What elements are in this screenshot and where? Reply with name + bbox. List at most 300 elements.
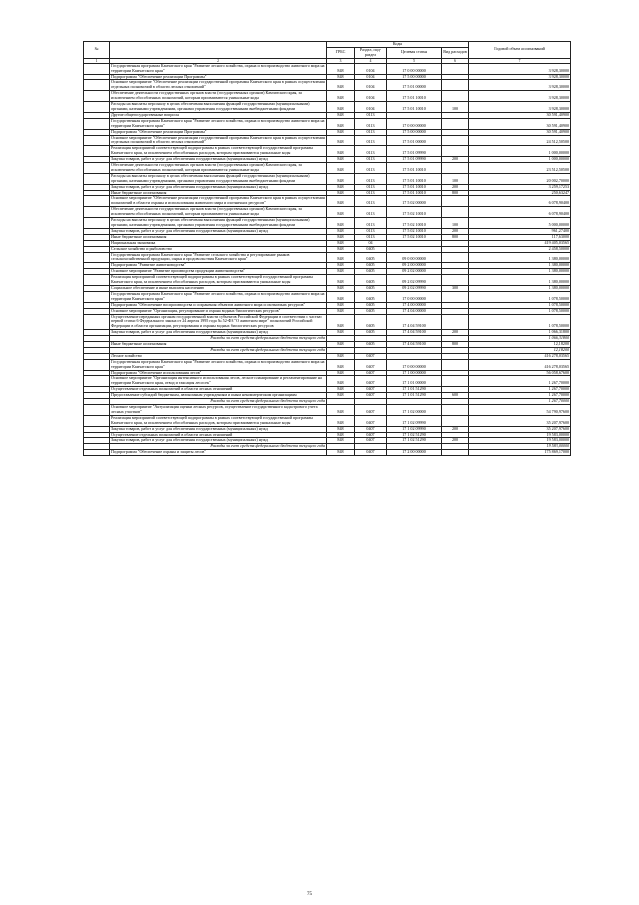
amount-cell: 1 066,31800 bbox=[469, 330, 571, 336]
name-cell: Закупка товаров, работ и услуг для обеспечения государственных (муниципальных) нужд bbox=[110, 438, 327, 444]
section-cell: 0405 bbox=[355, 269, 387, 275]
section-cell: 0407 bbox=[355, 450, 387, 456]
table-row bbox=[84, 63, 571, 74]
target-cell: 17 1 00 00000 bbox=[387, 370, 442, 376]
section-cell: 0407 bbox=[355, 387, 387, 393]
name-cell: Осуществление переданных органам государственной власти субъектов Российской Федерации в соответствии с частью первой статьи 6 Федерального закона от 24 апреля 1995 года № 52-ФЗ "О животном мире" полномочий Российской Федерации в области организации, регулирования и охраны водных биологических ресурсов bbox=[110, 314, 327, 330]
section-cell: 0113 bbox=[355, 184, 387, 190]
grbs-cell: 848 bbox=[327, 80, 355, 91]
amount-cell: 23 512,50500 bbox=[469, 163, 571, 174]
page-number: 75 bbox=[307, 892, 312, 897]
amount-cell: 1 078,50000 bbox=[469, 291, 571, 302]
amount-cell: 12,18200 bbox=[469, 347, 571, 353]
grbs-cell: 848 bbox=[327, 393, 355, 399]
amount-cell: 30 591,40900 bbox=[469, 129, 571, 135]
target-cell: 17 5 02 10010 bbox=[387, 234, 442, 240]
table-row bbox=[84, 146, 571, 157]
target-cell: 17 0 00 00000 bbox=[387, 118, 442, 129]
section-cell: 0104 bbox=[355, 63, 387, 74]
grbs-cell: 848 bbox=[327, 342, 355, 348]
header-amount: Годовой объем ассигнований bbox=[469, 42, 571, 59]
exptype-cell: 200 bbox=[442, 184, 469, 190]
grbs-cell: 848 bbox=[327, 112, 355, 118]
grbs-cell: 848 bbox=[327, 190, 355, 196]
grbs-cell: 848 bbox=[327, 285, 355, 291]
target-cell: 17 1 02 00000 bbox=[387, 405, 442, 416]
header-codes: Коды bbox=[327, 42, 469, 48]
num-cell bbox=[84, 291, 110, 302]
grbs-cell: 848 bbox=[327, 353, 355, 359]
grbs-cell: 848 bbox=[327, 308, 355, 314]
grbs-cell: 848 bbox=[327, 91, 355, 102]
section-cell: 0113 bbox=[355, 157, 387, 163]
target-cell: 09 0 00 00000 bbox=[387, 252, 442, 263]
target-cell: 17 4 04 00000 bbox=[387, 308, 442, 314]
num-cell bbox=[84, 173, 110, 184]
name-cell: Основное мероприятие "Организация, регулирование и охрана водных биологических ресурсов" bbox=[110, 308, 327, 314]
amount-cell: 419 405,03565 bbox=[469, 240, 571, 246]
exptype-cell bbox=[442, 135, 469, 146]
exptype-cell: 800 bbox=[442, 190, 469, 196]
grbs-cell: 848 bbox=[327, 252, 355, 263]
amount-cell: 1 380,00000 bbox=[469, 269, 571, 275]
target-cell: 17 5 01 10010 bbox=[387, 163, 442, 174]
name-cell: Основное мероприятие "Обеспечение реализации государственной программы Камчатского края в рамках осуществления отдельных полномочий в области лесных отношений" bbox=[111, 135, 325, 145]
section-cell: 0405 bbox=[355, 252, 387, 263]
name-cell: Основное мероприятие "Обеспечение реализации государственной программы Камчатского края в рамках осуществления отдельных полномочий в области лесных отношений" bbox=[111, 79, 325, 90]
section-cell: 0405 bbox=[355, 314, 387, 330]
name-cell: Закупка товаров, работ и услуг для обеспечения государственных (муниципальных) нужд bbox=[110, 184, 327, 190]
target-cell: 17 5 00 00000 bbox=[387, 129, 442, 135]
section-cell: 0407 bbox=[355, 438, 387, 444]
target-cell: 17 4 04 59100 bbox=[387, 314, 442, 330]
name-cell: Закупка товаров, работ и услуг для обеспечения государственных (муниципальных) нужд bbox=[110, 228, 327, 234]
name-cell: Реализация мероприятий соответствующей подпрограммы в рамках соответствующей государственной программы Камчатского края, за исключением обособленных расходов, которым присваиваются уникальные коды bbox=[110, 415, 327, 426]
num-cell bbox=[84, 218, 110, 229]
header-grbs: ГРБС bbox=[327, 47, 355, 58]
name-cell: Обеспечение деятельности государственных органов власти (государственных органов) Камчатского края, за исключением обособленных полномочий, которым присваиваются уникальные коды bbox=[110, 163, 327, 174]
num-cell bbox=[84, 275, 110, 286]
amount-cell: 117,63000 bbox=[469, 234, 571, 240]
name-cell: Подпрограмма "Обеспечение реализации Программы" bbox=[110, 129, 327, 135]
amount-cell: 1 078,50000 bbox=[469, 308, 571, 314]
name-cell: Расходы за счет средств федерального бюджета текущего года bbox=[110, 347, 327, 353]
amount-cell: 961,27400 bbox=[469, 228, 571, 234]
amount-cell: 3 928,30000 bbox=[469, 80, 571, 91]
section-cell: 0113 bbox=[355, 228, 387, 234]
num-cell bbox=[84, 80, 110, 91]
grbs-cell: 848 bbox=[327, 118, 355, 129]
name-cell: Расходы за счет средств федерального бюджета текущего года bbox=[110, 336, 327, 342]
grbs-cell: 848 bbox=[327, 426, 355, 432]
header-num: № bbox=[84, 42, 110, 59]
amount-cell: 1 078,50000 bbox=[469, 302, 571, 308]
grbs-cell: 848 bbox=[327, 275, 355, 286]
name-cell: Государственная программа Камчатского края "Развитие лесного хозяйства, охрана и воспроизводство животного мира на территории Камчатского края" bbox=[110, 118, 327, 129]
amount-cell: 3 928,30000 bbox=[469, 74, 571, 80]
target-cell: 17 1 02 09990 bbox=[387, 426, 442, 432]
table-row bbox=[84, 196, 571, 207]
exptype-cell bbox=[442, 80, 469, 91]
grbs-cell: 848 bbox=[327, 370, 355, 376]
section-cell: 0113 bbox=[355, 190, 387, 196]
section-cell: 0113 bbox=[355, 112, 387, 118]
exptype-cell bbox=[442, 359, 469, 370]
num-cell bbox=[84, 376, 110, 387]
name-cell: Подпрограмма "Обеспечение воспроизводства и сохранения объектов животного мира и охотничьих ресурсов" bbox=[110, 302, 327, 308]
target-cell: 17 0 00 00000 bbox=[387, 291, 442, 302]
name-cell: Государственная программа Камчатского края "Развитие лесного хозяйства, охрана и воспроизводство животного мира на территории Камчатского края" bbox=[110, 291, 327, 302]
table-row bbox=[84, 359, 571, 370]
amount-cell: 6 078,90400 bbox=[469, 207, 571, 218]
section-cell: 0405 bbox=[355, 275, 387, 286]
table-row bbox=[84, 415, 571, 426]
section-cell: 04 bbox=[355, 240, 387, 246]
amount-cell: 1 066,31800 bbox=[469, 336, 571, 342]
target-cell: 17 5 00 00000 bbox=[387, 74, 442, 80]
exptype-cell bbox=[442, 405, 469, 416]
section-cell: 0104 bbox=[355, 74, 387, 80]
name-cell: Основное мероприятие "Организация интенсивного использования лесов, лесное планирование и регламентирование на территории Камчатского края, отвод и таксация лесосек" bbox=[110, 376, 327, 387]
amount-cell: 175 869,17000 bbox=[469, 450, 571, 456]
amount-cell: 1 267,70000 bbox=[469, 393, 571, 399]
grbs-cell: 848 bbox=[327, 218, 355, 229]
amount-cell: 1 078,50000 bbox=[469, 314, 571, 330]
exptype-cell bbox=[442, 196, 469, 207]
section-cell: 0405 bbox=[355, 291, 387, 302]
grbs-cell: 848 bbox=[327, 173, 355, 184]
table-row bbox=[84, 314, 571, 330]
section-cell: 0113 bbox=[355, 173, 387, 184]
target-cell: 17 0 00 00000 bbox=[387, 63, 442, 74]
name-cell: Иные бюджетные ассигнования bbox=[110, 190, 327, 196]
amount-cell: 3 928,30000 bbox=[469, 91, 571, 102]
table-row bbox=[84, 207, 571, 218]
amount-cell: 1 380,00000 bbox=[469, 275, 571, 286]
num-cell bbox=[84, 450, 110, 456]
target-cell: 17 1 01 51290 bbox=[387, 387, 442, 393]
table-row bbox=[84, 405, 571, 416]
target-cell: 17 5 01 10010 bbox=[387, 102, 442, 113]
name-cell: Осуществление отдельных полномочий в области лесных отношений bbox=[110, 432, 327, 438]
exptype-cell: 800 bbox=[442, 234, 469, 240]
amount-cell: 1 267,70000 bbox=[469, 376, 571, 387]
target-cell: 17 5 01 10010 bbox=[387, 184, 442, 190]
section-cell: 0113 bbox=[355, 146, 387, 157]
col-number: 6 bbox=[442, 58, 469, 63]
amount-cell: 1 380,00000 bbox=[469, 252, 571, 263]
target-cell: 17 5 01 09990 bbox=[387, 146, 442, 157]
amount-cell: 1 380,00000 bbox=[469, 263, 571, 269]
section-cell: 0407 bbox=[355, 370, 387, 376]
num-cell bbox=[84, 415, 110, 426]
exptype-cell: 100 bbox=[442, 173, 469, 184]
grbs-cell: 848 bbox=[327, 240, 355, 246]
amount-cell: 1 000,00000 bbox=[469, 157, 571, 163]
exptype-cell: 200 bbox=[442, 157, 469, 163]
section-cell: 0405 bbox=[355, 342, 387, 348]
name-cell: Реализация мероприятий соответствующей подпрограммы в рамках соответствующей государственной программы Камчатского края, за исключением обособленных расходов, которым присваиваются уникальные коды bbox=[110, 275, 327, 286]
col-number: 2 bbox=[110, 58, 327, 63]
col-number: 7 bbox=[469, 58, 571, 63]
num-cell bbox=[84, 405, 110, 416]
name-cell: Иные бюджетные ассигнования bbox=[110, 342, 327, 348]
grbs-cell: 848 bbox=[327, 438, 355, 444]
target-cell: 17 5 01 09990 bbox=[387, 157, 442, 163]
amount-cell: 1 267,70000 bbox=[469, 387, 571, 393]
grbs-cell: 848 bbox=[327, 405, 355, 416]
target-cell: 17 1 02 51290 bbox=[387, 438, 442, 444]
exptype-cell bbox=[442, 314, 469, 330]
target-cell: 17 4 04 59100 bbox=[387, 330, 442, 336]
exptype-cell: 600 bbox=[442, 393, 469, 399]
section-cell: 0113 bbox=[355, 196, 387, 207]
exptype-cell bbox=[442, 118, 469, 129]
exptype-cell bbox=[442, 291, 469, 302]
grbs-cell: 848 bbox=[327, 376, 355, 387]
name-cell: Предоставление субсидий бюджетным, автономным учреждениям и иным некоммерческим организациям bbox=[110, 393, 327, 399]
section-cell: 0113 bbox=[355, 207, 387, 218]
grbs-cell: 848 bbox=[327, 415, 355, 426]
section-cell: 0113 bbox=[355, 218, 387, 229]
col-number: 5 bbox=[387, 58, 442, 63]
target-cell: 17 5 01 00000 bbox=[387, 80, 442, 91]
exptype-cell bbox=[442, 91, 469, 102]
grbs-cell: 848 bbox=[327, 163, 355, 174]
exptype-cell: 200 bbox=[442, 228, 469, 234]
num-cell bbox=[84, 163, 110, 174]
amount-cell: 1 267,70000 bbox=[469, 399, 571, 405]
exptype-cell: 200 bbox=[442, 426, 469, 432]
table-row bbox=[84, 218, 571, 229]
name-cell: Подпрограмма "Обеспечение использования лесов" bbox=[110, 370, 327, 376]
section-cell: 0407 bbox=[355, 426, 387, 432]
table-row bbox=[84, 102, 571, 113]
name-cell: Лесное хозяйство bbox=[110, 353, 327, 359]
target-cell: 17 5 02 10010 bbox=[387, 228, 442, 234]
section-cell: 0405 bbox=[355, 330, 387, 336]
num-cell bbox=[84, 359, 110, 370]
target-cell: 09 2 00 00000 bbox=[387, 263, 442, 269]
name-cell: Государственная программа Камчатского края "Развитие лесного хозяйства, охрана и воспроизводство животного мира на территории Камчатского края" bbox=[110, 359, 327, 370]
table-row bbox=[84, 291, 571, 302]
num-cell bbox=[84, 207, 110, 218]
exptype-cell bbox=[442, 163, 469, 174]
exptype-cell bbox=[442, 252, 469, 263]
header-name bbox=[110, 42, 327, 59]
section-cell: 0104 bbox=[355, 80, 387, 91]
grbs-cell: 848 bbox=[327, 450, 355, 456]
grbs-cell: 848 bbox=[327, 157, 355, 163]
exptype-cell: 300 bbox=[442, 285, 469, 291]
amount-cell: 3 928,30000 bbox=[469, 63, 571, 74]
num-cell bbox=[84, 102, 110, 113]
section-cell: 0407 bbox=[355, 353, 387, 359]
target-cell: 17 1 02 51290 bbox=[387, 432, 442, 438]
grbs-cell: 848 bbox=[327, 302, 355, 308]
section-cell: 0113 bbox=[355, 234, 387, 240]
target-cell: 17 1 01 00000 bbox=[387, 376, 442, 387]
table-row bbox=[84, 173, 571, 184]
section-cell: 0407 bbox=[355, 415, 387, 426]
grbs-cell: 848 bbox=[327, 359, 355, 370]
grbs-cell: 848 bbox=[327, 330, 355, 336]
table-body bbox=[84, 63, 571, 455]
amount-cell: 2 458,50000 bbox=[469, 246, 571, 252]
grbs-cell: 848 bbox=[327, 291, 355, 302]
num-cell bbox=[84, 91, 110, 102]
header-section: Раздел, под-раздел bbox=[355, 47, 387, 58]
amount-cell: 416 278,03565 bbox=[469, 359, 571, 370]
target-cell: 17 5 02 10010 bbox=[387, 218, 442, 229]
exptype-cell: 200 bbox=[442, 330, 469, 336]
grbs-cell: 848 bbox=[327, 228, 355, 234]
name-cell: Подпрограмма "Развитие животноводства" bbox=[110, 263, 327, 269]
header-exptype: Вид расходов bbox=[442, 47, 469, 58]
name-cell: Расходы на выплаты персоналу в целях обеспечения выполнения функций государственными (муниципальными) органами, казенными учреждениями, органами управления государственными внебюджетными фондами bbox=[110, 173, 327, 184]
name-cell: Подпрограмма "Обеспечение реализации Программы" bbox=[110, 74, 327, 80]
target-cell: 17 5 02 10010 bbox=[387, 207, 442, 218]
exptype-cell bbox=[442, 450, 469, 456]
amount-cell: 19 583,00000 bbox=[469, 444, 571, 450]
target-cell: 17 2 00 00000 bbox=[387, 450, 442, 456]
target-cell: 17 5 01 10010 bbox=[387, 190, 442, 196]
header-target: Целевая статья bbox=[387, 47, 442, 58]
grbs-cell: 848 bbox=[327, 196, 355, 207]
num-cell bbox=[84, 135, 110, 146]
section-cell: 0407 bbox=[355, 393, 387, 399]
grbs-cell: 848 bbox=[327, 387, 355, 393]
exptype-cell bbox=[442, 207, 469, 218]
table-row bbox=[84, 275, 571, 286]
grbs-cell: 848 bbox=[327, 246, 355, 252]
amount-cell: 19 583,00000 bbox=[469, 438, 571, 444]
exptype-cell bbox=[442, 415, 469, 426]
exptype-cell bbox=[442, 275, 469, 286]
amount-cell: 12,18200 bbox=[469, 342, 571, 348]
num-cell bbox=[84, 118, 110, 129]
exptype-cell: 200 bbox=[442, 438, 469, 444]
name-cell: Национальная экономика bbox=[110, 240, 327, 246]
target-cell: 17 5 02 00000 bbox=[387, 196, 442, 207]
amount-cell: 5 000,00000 bbox=[469, 218, 571, 229]
grbs-cell: 848 bbox=[327, 135, 355, 146]
col-number: 1 bbox=[84, 58, 110, 63]
target-cell: 17 4 00 00000 bbox=[387, 302, 442, 308]
name-cell: Основное мероприятие "Развитие производства продукции животноводства" bbox=[110, 269, 327, 275]
name-cell: Закупка товаров, работ и услуг для обеспечения государственных (муниципальных) нужд bbox=[110, 426, 327, 432]
name-cell: Социальное обеспечение и иные выплаты населению bbox=[110, 285, 327, 291]
target-cell: 09 2 02 09990 bbox=[387, 275, 442, 286]
table-row bbox=[84, 135, 571, 146]
amount-cell: 56 058,67600 bbox=[469, 370, 571, 376]
grbs-cell: 848 bbox=[327, 74, 355, 80]
amount-cell: 35 207,97600 bbox=[469, 426, 571, 432]
name-cell: Другие общегосударственные вопросы bbox=[110, 112, 327, 118]
section-cell: 0113 bbox=[355, 135, 387, 146]
exptype-cell: 100 bbox=[442, 218, 469, 229]
name-cell: Осуществление отдельных полномочий в области лесных отношений bbox=[110, 387, 327, 393]
amount-cell: 35 207,97600 bbox=[469, 415, 571, 426]
target-cell: 17 5 01 00000 bbox=[387, 135, 442, 146]
exptype-cell bbox=[442, 146, 469, 157]
section-cell: 0405 bbox=[355, 302, 387, 308]
num-cell bbox=[84, 196, 110, 207]
col-number: 4 bbox=[355, 58, 387, 63]
section-cell: 0113 bbox=[355, 129, 387, 135]
exptype-cell: 800 bbox=[442, 342, 469, 348]
amount-cell: 3 928,30000 bbox=[469, 102, 571, 113]
name-cell: Государственная программа Камчатского края "Развитие сельского хозяйства и регулирование рынков сельскохозяйственной продукции, сырья и продовольствия Камчатского края" bbox=[110, 252, 327, 263]
section-cell: 0407 bbox=[355, 432, 387, 438]
section-cell: 0405 bbox=[355, 246, 387, 252]
name-cell: Расходы за счет средств федерального бюджета текущего года bbox=[110, 399, 327, 405]
num-cell bbox=[84, 146, 110, 157]
name-cell: Основное мероприятие "Обеспечение реализации государственной программы Камчатского края в рамках осуществления полномочий в области охраны и использования животного мира и охотничьих ресурсов" bbox=[111, 195, 325, 206]
name-cell: Подпрограмма "Обеспечение охраны и защиты лесов" bbox=[110, 450, 327, 456]
section-cell: 0407 bbox=[355, 376, 387, 387]
target-cell: 09 2 02 00000 bbox=[387, 269, 442, 275]
name-cell: Иные бюджетные ассигнования bbox=[110, 234, 327, 240]
exptype-cell bbox=[442, 376, 469, 387]
num-cell bbox=[84, 314, 110, 330]
grbs-cell: 848 bbox=[327, 129, 355, 135]
section-cell: 0405 bbox=[355, 285, 387, 291]
section-cell: 0407 bbox=[355, 405, 387, 416]
table-row bbox=[84, 80, 571, 91]
amount-cell: 20 002,70000 bbox=[469, 173, 571, 184]
grbs-cell: 848 bbox=[327, 314, 355, 330]
amount-cell: 19 583,00000 bbox=[469, 432, 571, 438]
section-cell: 0113 bbox=[355, 118, 387, 129]
section-cell: 0113 bbox=[355, 163, 387, 174]
num-cell bbox=[84, 63, 110, 74]
target-cell: 09 2 02 09990 bbox=[387, 285, 442, 291]
amount-cell: 6 078,90400 bbox=[469, 196, 571, 207]
table-row bbox=[84, 450, 571, 456]
table-row bbox=[84, 252, 571, 263]
name-cell: Закупка товаров, работ и услуг для обеспечения государственных (муниципальных) нужд bbox=[110, 330, 327, 336]
target-cell: 17 5 01 10010 bbox=[387, 91, 442, 102]
name-cell: Сельское хозяйство и рыболовство bbox=[110, 246, 327, 252]
amount-cell: 1 380,00000 bbox=[469, 285, 571, 291]
amount-cell: 24 512,50500 bbox=[469, 135, 571, 146]
name-cell: Обеспечение деятельности государственных органов власти (государственных органов) Камчатского края, за исключением обособленных полномочий, которым присваиваются уникальные коды bbox=[110, 207, 327, 218]
table-row bbox=[84, 118, 571, 129]
exptype-cell bbox=[442, 63, 469, 74]
name-cell: Государственная программа Камчатского края "Развитие лесного хозяйства, охрана и воспроизводство животного мира на территории Камчатского края" bbox=[110, 63, 327, 74]
amount-cell: 416 278,03565 bbox=[469, 353, 571, 359]
grbs-cell: 848 bbox=[327, 146, 355, 157]
grbs-cell: 848 bbox=[327, 207, 355, 218]
col-number: 3 bbox=[327, 58, 355, 63]
amount-cell: 30 591,40900 bbox=[469, 112, 571, 118]
name-cell: Расходы на выплаты персоналу в целях обеспечения выполнения функций государственными (муниципальными) органами, казенными учреждениями, органами управления государственными внебюджетными фондами bbox=[110, 102, 327, 113]
target-cell: 17 5 01 10010 bbox=[387, 173, 442, 184]
grbs-cell: 848 bbox=[327, 234, 355, 240]
budget-table bbox=[83, 41, 571, 456]
grbs-cell: 848 bbox=[327, 184, 355, 190]
section-cell: 0407 bbox=[355, 359, 387, 370]
name-cell: Реализация мероприятий соответствующей подпрограммы в рамках соответствующей государственной программы Камчатского края, за исключением обособленных расходов, которым присваиваются уникальные коды bbox=[110, 146, 327, 157]
target-cell: 17 1 01 51290 bbox=[387, 393, 442, 399]
exptype-cell: 100 bbox=[442, 102, 469, 113]
section-cell: 0104 bbox=[355, 91, 387, 102]
num-cell bbox=[84, 252, 110, 263]
table-row bbox=[84, 91, 571, 102]
table-row bbox=[84, 163, 571, 174]
amount-cell: 250,63247 bbox=[469, 190, 571, 196]
